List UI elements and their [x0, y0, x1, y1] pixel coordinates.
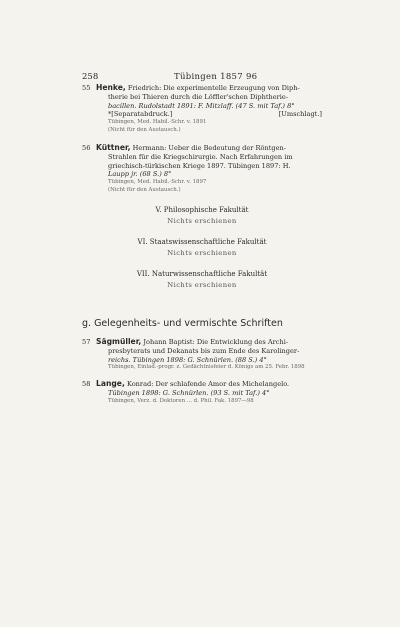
entry-text: [Umschlagt.] [278, 110, 322, 119]
faculty-status: Nichts erschienen [167, 281, 237, 289]
entry-text: Konrad: Der schlafende Amor des Michelangelo. [126, 380, 290, 388]
entry-text: bacillen. Rudolstadt 1891: F. Mitzlaff. (47 S. mit Taf.) 8° [108, 101, 295, 110]
entry-note: Tübingen, Einlad.-progr. z. Gedächtnisfeier d. Königs am 25. Febr. 1898 [108, 364, 305, 371]
bibliography-entry [82, 338, 322, 372]
bibliography-entry [82, 144, 322, 194]
author-surname: Küttner, [96, 143, 131, 152]
entry-text: presbyterats und Dekanats bis zum Ende des Karolinger- [108, 346, 300, 355]
entry-note: (Nicht für den Austausch.) [108, 126, 181, 133]
author-surname: Lange, [96, 379, 125, 388]
entry-note: Tübingen, Verz. d. Doktoren ... d. Phil. Fak. 1897—98 [108, 397, 254, 404]
faculty-status: Nichts erschienen [167, 249, 237, 257]
entry-text: Laupp jr. (68 S.) 8° [108, 170, 172, 179]
entry-text: *[Separatabdruck.] [108, 110, 173, 119]
faculty-title: V. Philosophische Fakultät [155, 206, 249, 214]
entry-number: 57 [82, 338, 91, 346]
faculty-title: VII. Naturwissenschaftliche Fakultät [136, 270, 268, 278]
entry-text: Hermann: Ueber die Bedeutung der Röntgen- [132, 144, 286, 152]
bibliography-entry [82, 380, 322, 405]
faculty-title: VI. Staatswissenschaftliche Fakultät [137, 238, 267, 246]
entry-text: Strahlen für die Kriegschirurgie. Nach Erfahrungen im [108, 152, 293, 161]
entry-note: (Nicht für den Austausch.) [108, 186, 181, 193]
entry-number: 56 [82, 144, 91, 152]
entry-text: reichs. Tübingen 1898: G. Schnürlen. (88 S.) 4° [108, 355, 267, 364]
section-title: g. Gelegenheits- und vermischte Schriften [82, 318, 283, 329]
faculty-heading [82, 206, 322, 225]
entry-text: Johann Baptist: Die Entwicklung des Archi- [143, 338, 289, 346]
entry-text: griechisch-türkischen Kriege 1897. Tübingen 1897: H. [108, 161, 291, 170]
faculty-status: Nichts erschienen [167, 217, 237, 225]
entry-number: 55 [82, 84, 91, 92]
entry-text: Tübingen 1898: G. Schnürlen. (93 S. mit Taf.) 4° [108, 388, 270, 397]
entry-note: Tübingen, Med. Habil.-Schr. v. 1891 [108, 119, 207, 126]
entry-text: therie bei Thieren durch die Löffler'schen Diphtherie- [108, 92, 289, 101]
entry-note: Tübingen, Med. Habil.-Schr. v. 1897 [108, 179, 207, 186]
bibliography-entry [82, 84, 322, 134]
entry-text: Friedrich: Die experimentelle Erzeugung von Diph- [127, 84, 300, 92]
entry-number: 58 [82, 380, 91, 388]
author-surname: Sägmüller, [96, 337, 142, 346]
author-surname: Henke, [96, 83, 126, 92]
faculty-heading [82, 238, 322, 257]
faculty-heading [82, 270, 322, 289]
page-number: 258 [82, 72, 99, 82]
running-title: Tübingen 1857 96 [174, 72, 258, 82]
